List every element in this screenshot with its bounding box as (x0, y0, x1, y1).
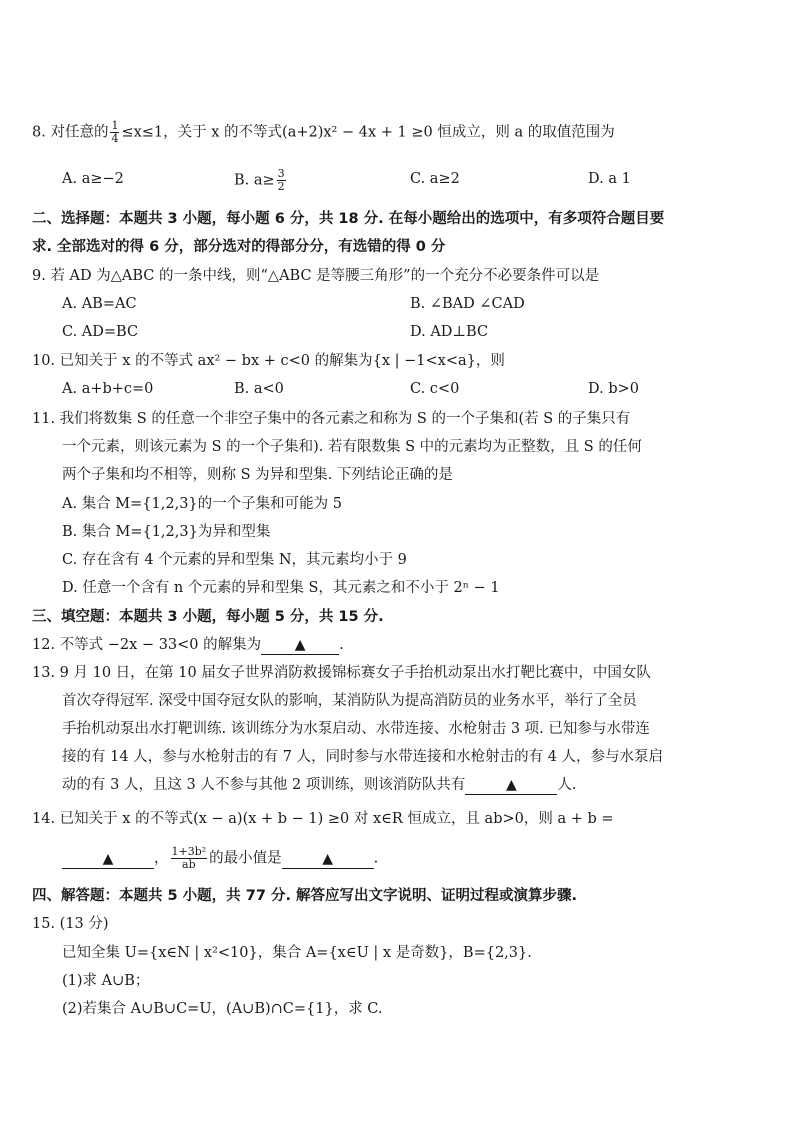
q9-option-c: C. AD=BC (62, 324, 139, 340)
q14-mid: 的最小值是 (209, 850, 282, 867)
section2-line1: 二、选择题：本题共 3 小题，每小题 6 分，共 18 分. 在每小题给出的选项中，有多项符合题目要 (32, 211, 665, 227)
q9-option-d: D. AD⊥BC (410, 324, 489, 340)
q8-prefix: 8. 对任意的 (32, 124, 109, 141)
q14-answer-blank-1[interactable] (62, 850, 154, 869)
q11-option-b: B. 集合 M={1,2,3}为异和型集 (62, 524, 271, 540)
q13-line5-text: 动的有 3 人，且这 3 人不参与其他 2 项训练，则该消防队共有 (62, 777, 466, 793)
q8-option-b-den: 2 (277, 180, 285, 193)
q10-option-b: B. a<0 (234, 381, 284, 397)
q13-line3: 手抬机动泵出水打靶训练. 该训练分为水泵启动、水带连接、水枪射击 3 项. 已知参与水带连 (62, 721, 650, 737)
q8-option-d: D. a 1 (588, 171, 631, 187)
q12-end: . (339, 637, 344, 653)
q15-part1: (1)求 A∪B； (62, 973, 150, 989)
q11-option-d: D. 任意一个含有 n 个元素的异和型集 S，其元素之和不小于 2ⁿ − 1 (62, 580, 500, 596)
triangle-icon: ▲ (505, 777, 517, 793)
triangle-icon: ▲ (322, 850, 334, 867)
q14-frac-num: 1+3b² (171, 845, 207, 858)
q13-line1: 13. 9 月 10 日，在第 10 届女子世界消防救援锦标赛女子手抬机动泵出水打靶比赛中，中国女队 (32, 665, 651, 681)
q15-part2: (2)若集合 A∪B∪C=U，(A∪B)∩C={1}，求 C. (62, 1001, 383, 1017)
q9-stem: 9. 若 AD 为△ABC 的一条中线，则“△ABC 是等腰三角形”的一个充分不必要条件可以是 (32, 268, 600, 284)
section2-line2: 求. 全部选对的得 6 分，部分选对的得部分分，有选错的得 0 分 (32, 239, 446, 255)
q8-frac-num: 1 (111, 119, 119, 132)
q8-fraction (110, 120, 119, 145)
q14-comma: ， (154, 850, 169, 867)
q12-stem (32, 634, 344, 656)
q10-option-a: A. a+b+c=0 (62, 381, 154, 397)
q13-answer-blank[interactable] (465, 776, 557, 795)
q8-option-c: C. a≥2 (410, 171, 460, 187)
triangle-icon: ▲ (102, 850, 114, 867)
q11-line2: 一个元素，则该元素为 S 的一个子集和). 若有限数集 S 中的元素均为正整数，且 S 的任何 (62, 439, 642, 455)
q13-line4: 接的有 14 人，参与水枪射击的有 7 人，同时参与水带连接和水枪射击的有 4 人，参与水泵启 (62, 749, 664, 765)
q15-line1: 已知全集 U={x∈N | x²<10}，集合 A={x∈U | x 是奇数}，B={2,3}. (62, 945, 532, 961)
triangle-icon: ▲ (294, 637, 306, 653)
q14-end: . (373, 850, 379, 867)
q11-line1: 11. 我们将数集 S 的任意一个非空子集中的各元素之和称为 S 的一个子集和(若 S 的子集只有 (32, 411, 631, 427)
q8-option-b (234, 168, 288, 193)
q11-line3: 两个子集和均不相等，则称 S 为异和型集. 下列结论正确的是 (62, 467, 453, 483)
q8-option-b-fraction (277, 168, 286, 193)
q13-line2: 首次夺得冠军. 深受中国夺冠女队的影响，某消防队为提高消防员的业务水平，举行了全员 (62, 693, 637, 709)
q9-option-b: B. ∠BAD ∠CAD (410, 296, 525, 312)
q10-option-c: C. c<0 (410, 381, 460, 397)
q14-line2 (62, 846, 378, 871)
q13-line5 (62, 774, 576, 796)
q8-option-a: A. a≥−2 (62, 171, 124, 187)
q9-option-a: A. AB=AC (62, 296, 137, 312)
q15-head: 15. (13 分) (32, 916, 109, 932)
q8-option-b-num: 3 (277, 167, 285, 180)
q14-answer-blank-2[interactable] (282, 850, 374, 869)
q12-text: 12. 不等式 −2x − 33<0 的解集为 (32, 637, 262, 653)
q11-option-a: A. 集合 M={1,2,3}的一个子集和可能为 5 (62, 496, 342, 512)
q14-fraction (171, 846, 208, 871)
section4-title: 四、解答题：本题共 5 小题，共 77 分. 解答应写出文字说明、证明过程或演算步骤. (32, 888, 578, 904)
q13-line5-end: 人. (557, 777, 577, 793)
q10-option-d: D. b>0 (588, 381, 639, 397)
q14-line1: 14. 已知关于 x 的不等式(x − a)(x + b − 1) ≥0 对 x∈R 恒成立，且 ab>0，则 a + b = (32, 811, 614, 827)
q12-answer-blank[interactable] (261, 636, 339, 655)
q8-option-b-prefix: B. a≥ (234, 172, 275, 189)
q11-option-c: C. 存在含有 4 个元素的异和型集 N，其元素均小于 9 (62, 552, 407, 568)
q8-frac-den: 4 (111, 132, 119, 145)
q8-rest: ≤x≤1，关于 x 的不等式(a+2)x² − 4x + 1 ≥0 恒成立，则 a 的取值范围为 (121, 124, 615, 141)
q8-stem (32, 120, 615, 145)
section3-title: 三、填空题：本题共 3 小题，每小题 5 分，共 15 分. (32, 609, 384, 625)
q14-frac-den: ab (182, 858, 196, 871)
q10-stem: 10. 已知关于 x 的不等式 ax² − bx + c<0 的解集为{x | −1<x<a}，则 (32, 353, 505, 369)
